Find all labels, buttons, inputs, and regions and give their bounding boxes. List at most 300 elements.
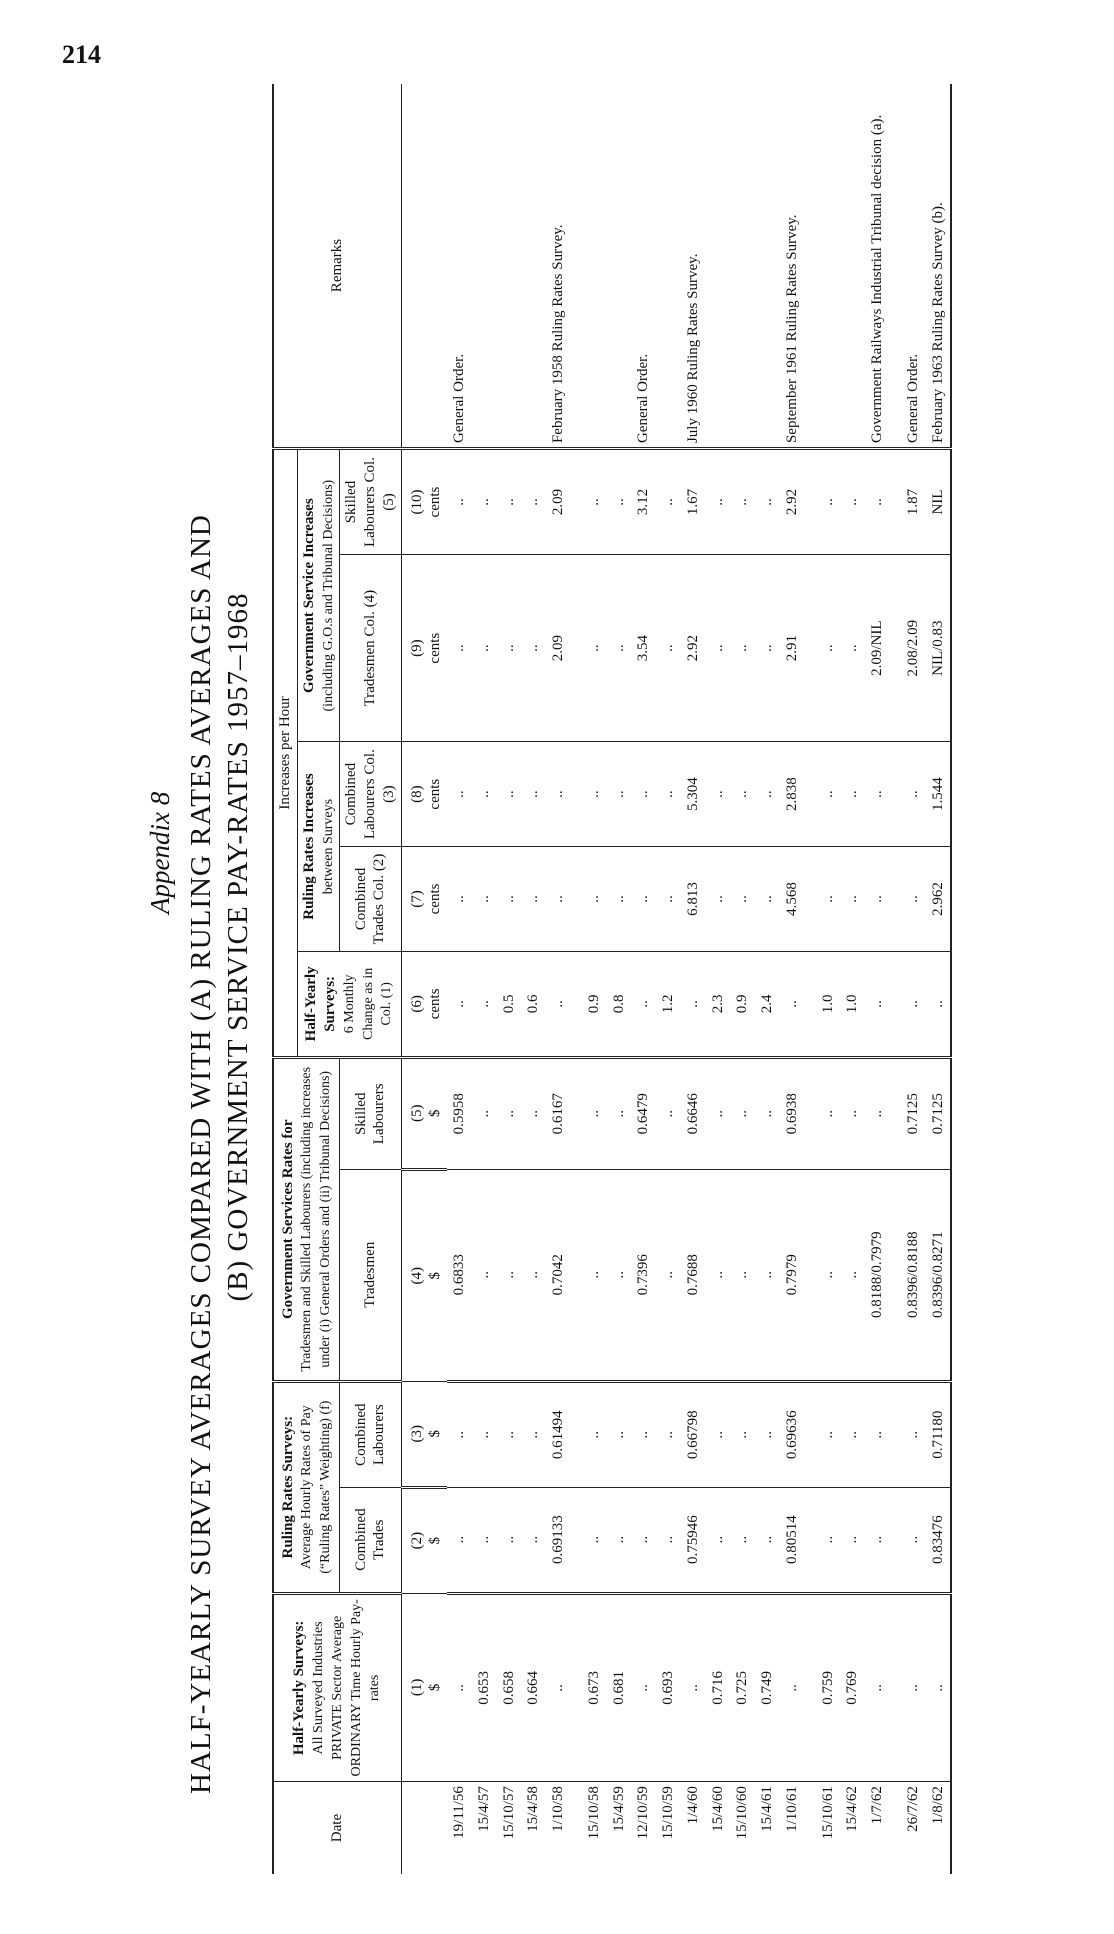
date-header-label: Date (328, 1813, 345, 1843)
value-cell-c9: .. (521, 555, 546, 742)
cl-col3-header (340, 742, 401, 847)
remarks-cell: July 1960 Ruling Rates Survey. (681, 84, 706, 449)
gsi-title: Government Service Increases (300, 498, 317, 693)
value-cell-c7: .. (656, 847, 681, 952)
value-cell-c7: .. (546, 847, 571, 952)
rr-increases-header (297, 742, 340, 952)
value-cell-c1: 0.673 (571, 1593, 607, 1781)
column-number: (7) (408, 890, 425, 908)
value-cell-c6: .. (780, 951, 805, 1057)
column-unit: $ (427, 1536, 444, 1545)
column-unit: $ (427, 1109, 444, 1118)
column-number-cell (401, 1593, 447, 1781)
table-row (472, 84, 497, 1874)
date-cell: 1/10/58 (550, 1786, 566, 1832)
value-cell-c3: .. (607, 1381, 632, 1487)
value-cell-c1: .. (546, 1593, 571, 1781)
value-cell-c6: 0.6 (521, 951, 546, 1057)
ruling-title: Ruling Rates Surveys: (279, 1415, 296, 1559)
value-cell-c2: .. (805, 1487, 841, 1593)
value-cell-c9: 2.91 (780, 555, 805, 742)
value-cell-c2: .. (730, 1487, 755, 1593)
value-cell-c8: 2.838 (780, 742, 805, 847)
value-cell-c5: 0.7125 (890, 1057, 926, 1169)
remarks-cell: General Order. (631, 84, 656, 449)
value-cell-c1: 0.681 (607, 1593, 632, 1781)
value-cell-c10: .. (805, 449, 841, 555)
value-cell-c7: 6.813 (681, 847, 706, 952)
table-row (706, 84, 731, 1874)
value-cell-c10: .. (755, 449, 780, 555)
value-cell-c4: .. (521, 1169, 546, 1381)
value-cell-c3: 0.71180 (926, 1381, 952, 1487)
cl-col3-label: Combined Labourers Col. (3) (343, 749, 397, 840)
value-cell-c7: .. (730, 847, 755, 952)
remarks-cell (472, 84, 497, 449)
value-cell-c1: 0.759 (805, 1593, 841, 1781)
value-cell-c7: .. (755, 847, 780, 952)
value-cell-c1: 0.693 (656, 1593, 681, 1781)
column-unit: cents (427, 486, 444, 518)
table-row (890, 84, 926, 1874)
value-cell-c2: .. (706, 1487, 731, 1593)
value-cell-c4: .. (706, 1169, 731, 1381)
half-yearly-title: Half-Yearly Surveys: (291, 1620, 308, 1756)
value-cell-c2: .. (571, 1487, 607, 1593)
t-col4-label: Tradesmen Col. (4) (362, 589, 378, 707)
value-cell-c4: 0.8188/0.7979 (865, 1169, 890, 1381)
value-cell-c3: .. (706, 1381, 731, 1487)
value-cell-c10: .. (656, 449, 681, 555)
value-cell-c3: .. (840, 1381, 865, 1487)
value-cell-c8: .. (546, 742, 571, 847)
value-cell-c8: .. (631, 742, 656, 847)
date-cell: 15/10/57 (500, 1786, 517, 1840)
value-cell-c10: 2.92 (780, 449, 805, 555)
value-cell-c2: 0.69133 (546, 1487, 571, 1593)
ruling-header (273, 1381, 340, 1593)
value-cell-c9: NIL/0.83 (926, 555, 952, 742)
gov-desc: Tradesmen and Skilled Labourers (including increases under (i) General Orders and (ii) Tribunal Decisions) (299, 1066, 333, 1372)
value-cell-c7: .. (521, 847, 546, 952)
value-cell-c9: .. (755, 555, 780, 742)
page-number: 214 (62, 40, 101, 69)
value-cell-c3: .. (571, 1381, 607, 1487)
value-cell-c6: .. (890, 951, 926, 1057)
value-cell-c2: .. (607, 1487, 632, 1593)
column-number: (3) (408, 1424, 425, 1443)
value-cell-c1: .. (447, 1593, 472, 1781)
value-cell-c10: 1.87 (890, 449, 926, 555)
value-cell-c1: 0.716 (706, 1593, 731, 1781)
value-cell-c2: 0.75946 (681, 1487, 706, 1593)
value-cell-c4: .. (755, 1169, 780, 1381)
title-line-2: (B) GOVERNMENT SERVICE PAY-RATES 1957–1968 (222, 592, 254, 1302)
table-row (840, 84, 865, 1874)
value-cell-c9: 2.08/2.09 (890, 555, 926, 742)
value-cell-c4: .. (656, 1169, 681, 1381)
skilled-labourers-header (340, 1057, 401, 1169)
value-cell-c10: 1.67 (681, 449, 706, 555)
value-cell-c1: .. (631, 1593, 656, 1781)
value-cell-c2: 0.80514 (780, 1487, 805, 1593)
appendix-label: Appendix 8 (145, 791, 175, 914)
value-cell-c2: 0.83476 (926, 1487, 952, 1593)
value-cell-c9: 2.09 (546, 555, 571, 742)
hy-surveys-desc: 6 Monthly Change as in Col. (1) (341, 967, 395, 1041)
value-cell-c5: .. (571, 1057, 607, 1169)
value-cell-c2: .. (472, 1487, 497, 1593)
column-number-cell (401, 847, 447, 952)
table-row (805, 84, 841, 1874)
remarks-cell: February 1963 Ruling Rates Survey (b). (926, 84, 952, 449)
value-cell-c3: .. (755, 1381, 780, 1487)
date-cell: 1/4/60 (684, 1786, 701, 1825)
value-cell-c6: .. (865, 951, 890, 1057)
column-number: (10) (408, 489, 425, 515)
value-cell-c8: .. (521, 742, 546, 847)
table-row (755, 84, 780, 1874)
value-cell-c6: .. (681, 951, 706, 1057)
remarks-cell: General Order. (447, 84, 472, 449)
date-cell: 15/10/61 (819, 1786, 836, 1840)
combined-labourers-label: Combined Labourers (352, 1403, 388, 1466)
value-cell-c7: .. (607, 847, 632, 952)
date-cell: 1/8/62 (926, 1782, 952, 1874)
value-cell-c6: 2.4 (755, 951, 780, 1057)
value-cell-c9: 3.54 (631, 555, 656, 742)
half-yearly-desc: All Surveyed Industries PRIVATE Sector Average ORDINARY Time Hourly Pay-rates (311, 1599, 383, 1777)
column-unit: cents (427, 883, 444, 915)
value-cell-c1: .. (890, 1593, 926, 1781)
value-cell-c1: .. (865, 1593, 890, 1781)
gsi-header (297, 449, 340, 742)
value-cell-c10: .. (497, 449, 522, 555)
value-cell-c4: .. (607, 1169, 632, 1381)
value-cell-c9: .. (656, 555, 681, 742)
value-cell-c5: .. (755, 1057, 780, 1169)
value-cell-c8: .. (571, 742, 607, 847)
remarks-cell (656, 84, 681, 449)
ruling-desc: Average Hourly Rates of Pay (“Ruling Rates” Weighting) (f) (299, 1400, 333, 1574)
data-table (272, 84, 952, 1874)
value-cell-c8: 1.544 (926, 742, 952, 847)
column-number-cell (401, 742, 447, 847)
column-unit: $ (427, 1429, 444, 1438)
value-cell-c8: .. (865, 742, 890, 847)
value-cell-c6: 1.0 (840, 951, 865, 1057)
value-cell-c1: 0.749 (755, 1593, 780, 1781)
table-head (273, 84, 447, 1874)
remarks-cell (571, 84, 607, 449)
value-cell-c1: 0.769 (840, 1593, 865, 1781)
value-cell-c6: .. (546, 951, 571, 1057)
value-cell-c5: 0.6646 (681, 1057, 706, 1169)
value-cell-c4: .. (840, 1169, 865, 1381)
value-cell-c8: .. (607, 742, 632, 847)
value-cell-c1: 0.653 (472, 1593, 497, 1781)
column-number-cell (401, 449, 447, 555)
column-number: (6) (408, 995, 425, 1013)
value-cell-c6: 1.2 (656, 951, 681, 1057)
value-cell-c1: .. (780, 1593, 805, 1781)
value-cell-c2: .. (497, 1487, 522, 1593)
value-cell-c5: .. (706, 1057, 731, 1169)
value-cell-c5: 0.6479 (631, 1057, 656, 1169)
value-cell-c4: 0.7979 (780, 1169, 805, 1381)
table-row (571, 84, 607, 1874)
date-cell: 15/10/59 (660, 1786, 676, 1840)
title-line-1: HALF-YEARLY SURVEY AVERAGES COMPARED WITH (A) RULING RATES AVERAGES AND (185, 514, 217, 1794)
value-cell-c10: .. (730, 449, 755, 555)
t-col4-header (340, 555, 401, 742)
value-cell-c5: 0.7125 (926, 1057, 952, 1169)
value-cell-c10: .. (447, 449, 472, 555)
column-unit: cents (427, 632, 444, 664)
increases-header (273, 449, 297, 1058)
value-cell-c4: .. (497, 1169, 522, 1381)
remarks-cell (730, 84, 755, 449)
column-number-cell (401, 1381, 447, 1487)
sl-col5-label: Skilled Labourers Col. (5) (343, 457, 397, 548)
column-unit: $ (427, 1683, 444, 1692)
value-cell-c2: .. (840, 1487, 865, 1593)
column-unit: cents (427, 778, 444, 810)
value-cell-c4: .. (730, 1169, 755, 1381)
value-cell-c6: 1.0 (805, 951, 841, 1057)
value-cell-c6: 0.9 (571, 951, 607, 1057)
date-cell: 15/4/57 (475, 1786, 492, 1832)
date-cell: 12/10/59 (635, 1786, 652, 1840)
remarks-cell: February 1958 Ruling Rates Survey. (546, 84, 571, 449)
remarks-header (273, 84, 401, 449)
date-cell: 15/10/60 (734, 1786, 751, 1840)
column-number: (1) (408, 1678, 425, 1697)
value-cell-c8: .. (472, 742, 497, 847)
remarks-cell (840, 84, 865, 449)
value-cell-c3: .. (656, 1381, 681, 1487)
date-cell: 19/11/56 (451, 1786, 467, 1839)
table-row (780, 84, 805, 1874)
value-cell-c8: .. (447, 742, 472, 847)
value-cell-c1: .. (681, 1593, 706, 1781)
value-cell-c3: 0.66798 (681, 1381, 706, 1487)
value-cell-c10: .. (706, 449, 731, 555)
date-cell: 15/4/62 (844, 1786, 861, 1832)
table-row (656, 84, 681, 1874)
value-cell-c5: .. (472, 1057, 497, 1169)
value-cell-c8: .. (730, 742, 755, 847)
date-cell: 15/4/58 (525, 1786, 542, 1832)
combined-labourers-header (340, 1381, 401, 1487)
remarks-cell (607, 84, 632, 449)
value-cell-c7: .. (706, 847, 731, 952)
column-number: (8) (408, 785, 425, 803)
value-cell-c9: .. (497, 555, 522, 742)
value-cell-c3: .. (472, 1381, 497, 1487)
value-cell-c7: .. (631, 847, 656, 952)
table-row (865, 84, 890, 1874)
value-cell-c3: .. (521, 1381, 546, 1487)
value-cell-c3: .. (730, 1381, 755, 1487)
remarks-cell (497, 84, 522, 449)
value-cell-c3: 0.69636 (780, 1381, 805, 1487)
value-cell-c3: .. (631, 1381, 656, 1487)
tradesmen-header (340, 1169, 401, 1381)
value-cell-c8: .. (755, 742, 780, 847)
gov-header (273, 1057, 340, 1381)
value-cell-c6: .. (447, 951, 472, 1057)
value-cell-c4: .. (472, 1169, 497, 1381)
remarks-cell: September 1961 Ruling Rates Survey. (780, 84, 805, 449)
skilled-labourers-label: Skilled Labourers (352, 1083, 388, 1145)
table-row (631, 84, 656, 1874)
value-cell-c7: .. (472, 847, 497, 952)
value-cell-c5: .. (805, 1057, 841, 1169)
date-cell: 1/7/62 (869, 1786, 885, 1825)
value-cell-c10: .. (571, 449, 607, 555)
sl-col5-header (340, 449, 401, 555)
remarks-cell (521, 84, 546, 449)
value-cell-c5: 0.6167 (546, 1057, 571, 1169)
value-cell-c1: 0.664 (521, 1593, 546, 1781)
remarks-cell: General Order. (890, 84, 926, 449)
table-row (681, 84, 706, 1874)
table-row (546, 84, 571, 1874)
value-cell-c2: .. (656, 1487, 681, 1593)
value-cell-c3: 0.61494 (546, 1381, 571, 1487)
value-cell-c9: 2.92 (681, 555, 706, 742)
ct-col2-label: Combined Trades Col. (2) (352, 853, 388, 945)
column-unit: $ (427, 1271, 444, 1280)
value-cell-c10: .. (840, 449, 865, 555)
value-cell-c9: .. (571, 555, 607, 742)
column-number-cell (401, 555, 447, 742)
value-cell-c10: 2.09 (546, 449, 571, 555)
remarks-cell (706, 84, 731, 449)
remarks-label: Remarks (328, 238, 345, 293)
value-cell-c9: .. (840, 555, 865, 742)
column-number: (9) (408, 639, 425, 657)
value-cell-c2: .. (447, 1487, 472, 1593)
value-cell-c5: .. (865, 1057, 890, 1169)
value-cell-c6: 0.8 (607, 951, 632, 1057)
combined-trades-label: Combined Trades (352, 1508, 388, 1571)
value-cell-c9: 2.09/NIL (865, 555, 890, 742)
table-row (447, 84, 472, 1874)
value-cell-c5: .. (497, 1057, 522, 1169)
value-cell-c8: .. (840, 742, 865, 847)
table-row (497, 84, 522, 1874)
value-cell-c4: 0.6833 (447, 1169, 472, 1381)
value-cell-c10: .. (521, 449, 546, 555)
value-cell-c3: .. (497, 1381, 522, 1487)
value-cell-c4: 0.7688 (681, 1169, 706, 1381)
value-cell-c5: 0.6938 (780, 1057, 805, 1169)
table-row (607, 84, 632, 1874)
value-cell-c4: .. (805, 1169, 841, 1381)
value-cell-c7: .. (840, 847, 865, 952)
column-number: (5) (408, 1104, 425, 1123)
value-cell-c8: .. (805, 742, 841, 847)
table-row (730, 84, 755, 1874)
value-cell-c4: .. (571, 1169, 607, 1381)
value-cell-c5: 0.5958 (447, 1057, 472, 1169)
value-cell-c8: .. (656, 742, 681, 847)
units-date-cell (401, 1782, 447, 1874)
value-cell-c7: .. (890, 847, 926, 952)
value-cell-c5: .. (656, 1057, 681, 1169)
table-body (447, 84, 951, 1874)
column-number-row (401, 84, 447, 1874)
column-number-cell (401, 951, 447, 1057)
value-cell-c1: 0.725 (730, 1593, 755, 1781)
hy-surveys-title: Half-Yearly Surveys: (303, 966, 338, 1042)
column-number-cell (401, 1487, 447, 1593)
date-cell: 15/10/58 (585, 1786, 602, 1840)
hy-surveys-header (297, 951, 401, 1057)
value-cell-c8: 5.304 (681, 742, 706, 847)
remarks-cell (805, 84, 841, 449)
value-cell-c10: .. (865, 449, 890, 555)
value-cell-c10: 3.12 (631, 449, 656, 555)
value-cell-c1: 0.658 (497, 1593, 522, 1781)
value-cell-c5: .. (730, 1057, 755, 1169)
value-cell-c3: .. (805, 1381, 841, 1487)
header-row-1 (273, 84, 297, 1874)
value-cell-c10: NIL (926, 449, 952, 555)
value-cell-c9: .. (730, 555, 755, 742)
column-number: (2) (408, 1531, 425, 1550)
value-cell-c10: .. (607, 449, 632, 555)
value-cell-c2: .. (890, 1487, 926, 1593)
units-remarks-cell (401, 84, 447, 449)
gov-title: Government Services Rates for (279, 1119, 296, 1320)
value-cell-c8: .. (497, 742, 522, 847)
value-cell-c2: .. (631, 1487, 656, 1593)
tradesmen-label: Tradesmen (362, 1241, 378, 1308)
value-cell-c7: .. (447, 847, 472, 952)
value-cell-c7: 2.962 (926, 847, 952, 952)
value-cell-c6: .. (472, 951, 497, 1057)
rr-increases-title: Ruling Rates Increases (300, 773, 317, 920)
value-cell-c9: .. (447, 555, 472, 742)
remarks-cell (755, 84, 780, 449)
value-cell-c6: .. (631, 951, 656, 1057)
ct-col2-header (340, 847, 401, 952)
date-header (273, 1782, 401, 1874)
value-cell-c4: 0.7396 (631, 1169, 656, 1381)
value-cell-c6: 0.9 (730, 951, 755, 1057)
date-cell: 15/4/59 (610, 1786, 627, 1832)
table-row (521, 84, 546, 1874)
value-cell-c6: .. (926, 951, 952, 1057)
value-cell-c7: .. (805, 847, 841, 952)
value-cell-c4: 0.8396/0.8188 (890, 1169, 926, 1381)
value-cell-c5: .. (840, 1057, 865, 1169)
date-cell: 15/4/60 (709, 1786, 726, 1832)
value-cell-c8: .. (890, 742, 926, 847)
value-cell-c7: .. (865, 847, 890, 952)
column-unit: cents (427, 988, 444, 1020)
gsi-desc: (including G.O.s and Tribunal Decisions) (320, 479, 336, 712)
value-cell-c2: .. (755, 1487, 780, 1593)
column-number-cell (401, 1057, 447, 1169)
value-cell-c7: .. (497, 847, 522, 952)
increases-label: Increases per Hour (277, 696, 293, 810)
value-cell-c3: .. (447, 1381, 472, 1487)
value-cell-c10: .. (472, 449, 497, 555)
